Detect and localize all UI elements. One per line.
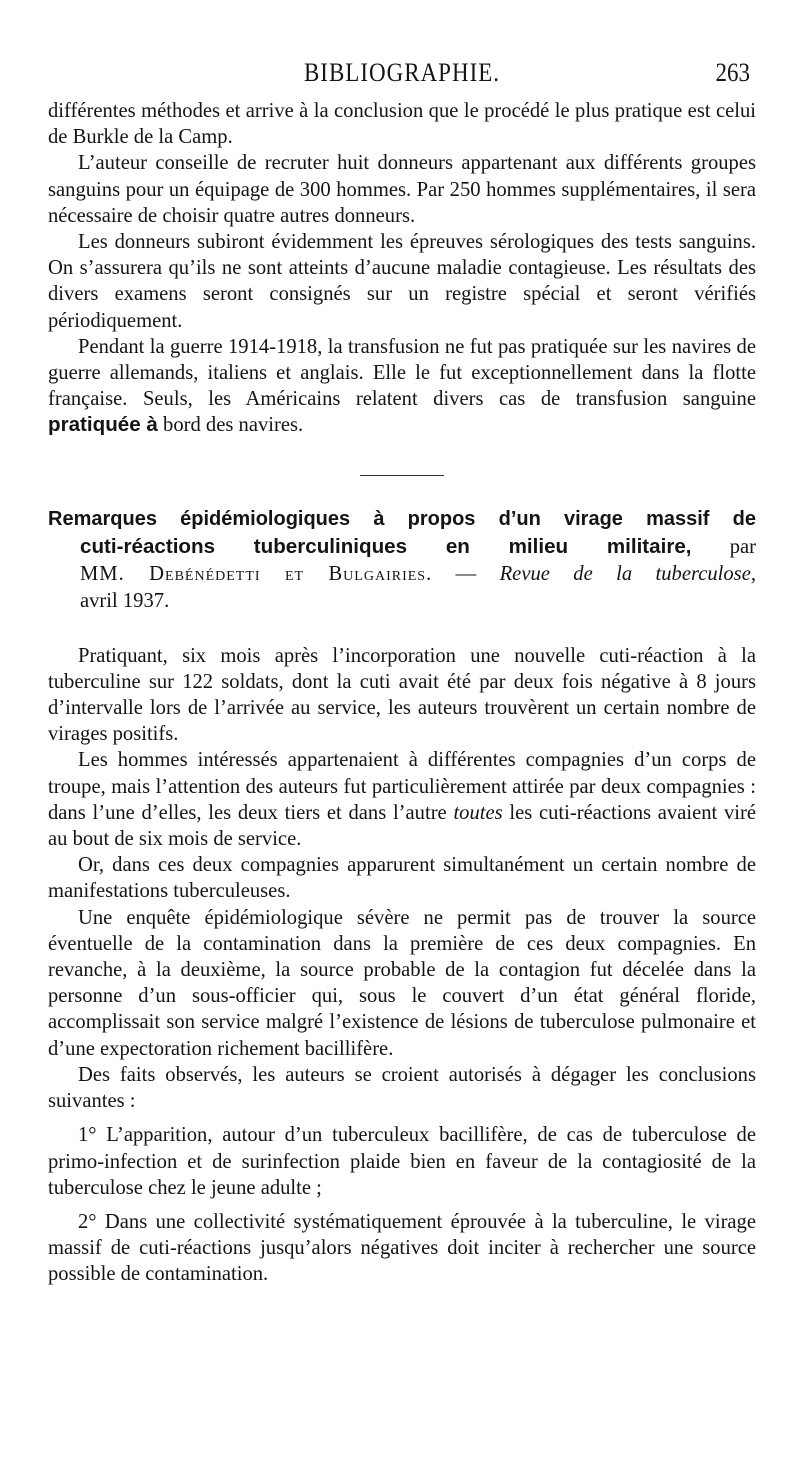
article-title-line-1: Remarques épidémiologiques à propos d’un virage massif de [48, 507, 756, 530]
section-divider [360, 475, 444, 476]
companies-text-end: les cuti-réactions avaient viré au bout de six mois de service. [48, 801, 757, 851]
article-paragraph-5: Des faits observés, les auteurs se croient autorisés à dégager les conclusions suivantes : [48, 1063, 756, 1113]
article-heading [48, 506, 756, 615]
page-number: 263 [715, 58, 750, 87]
wartime-text-start: Pendant la guerre 1914-1918, la transfusion ne fut pas pratiquée sur les navires de guerre allemands, italiens et anglais. Elle le fut exceptionnellement dans la flotte française. Seuls, les Américains relatent divers cas de transfusion sanguine [48, 335, 756, 411]
running-header [48, 58, 756, 98]
conclusion-1: 1° L’apparition, autour d’un tuberculeux bacillifère, de cas de tuberculose de primo-infection et de surinfection plaide bien en faveur de la contagiosité de la tuberculose chez le jeune adulte ; [48, 1124, 756, 1199]
conclusion-2: 2° Dans une collectivité systématiquement éprouvée à la tuberculine, le virage massif de cuti-réactions jusqu’alors négatives doit inciter à rechercher une source possible de contamination. [48, 1210, 756, 1286]
wartime-transfusion-paragraph [48, 334, 756, 439]
article-paragraph-4: Une enquête épidémiologique sévère ne permit pas de trouver la source éventuelle de la contamination dans la première de ces deux compagnies. En revanche, à la deuxième, la source probable de la contagion fut décelée dans la personne d’un sous-officier qui, sous le couvert d’un état général floride, accomplissait son service malgré l’existence de lésions de tuberculose pulmonaire et d’une expectoration richement bacillifère. [48, 906, 756, 1060]
article-byline [48, 533, 756, 561]
by-word: par [691, 535, 756, 558]
authors-line [48, 561, 756, 588]
donor-recruitment-paragraph: L’auteur conseille de recruter huit donneurs appartenant aux différents groupes sanguins pour un équipage de 300 hommes. Par 250 hommes supplémentaires, il sera nécessaire de choisir quatre autres donneurs. [48, 152, 756, 227]
byline-dash: — [432, 562, 500, 585]
continued-paragraph: différentes méthodes et arrive à la conclusion que le procédé le plus pratique est celui de Burkle de la Camp. [48, 100, 756, 149]
article-paragraph-2 [48, 747, 756, 852]
article-paragraph-3: Or, dans ces deux compagnies apparurent simultanément un certain nombre de manifestations tuberculeuses. [48, 854, 756, 903]
book-page [48, 58, 756, 1288]
article-paragraph-1: Pratiquant, six mois après l’incorporation une nouvelle cuti-réaction à la tuberculine sur 122 soldats, dont la cuti avait été par deux fois négative à 8 jours d’intervalle lors de l’arrivée au service, les auteurs trouvèrent un certain nombre de virages positifs. [48, 644, 756, 746]
companies-text-start: Les hommes intéressés appartenaient à différentes compagnies d’un corps de troupe, mais l’attention des auteurs fut particulièrement attirée par deux compagnies : dans l’une d’elles, les deux tiers et dans l’autre [48, 749, 756, 824]
serology-paragraph: Les donneurs subiront évidemment les épreuves sérologiques des tests sanguins. On s’assurera qu’ils ne sont atteints d’aucune maladie contagieuse. Les résultats des divers examens seront consignés sur un registre spécial et seront vérifiés périodiquement. [48, 231, 756, 332]
wartime-bold-text: pratiquée à [48, 413, 158, 437]
article-title-line-2: cuti-réactions tuberculiniques en milieu militaire, [80, 534, 692, 558]
journal-name: Revue de la tuberculose, [499, 562, 756, 585]
running-title: BIBLIOGRAPHIE. [303, 58, 501, 87]
publication-date: avril 1937. [80, 589, 170, 612]
companies-italic-word: toutes [453, 801, 503, 824]
wartime-text-end: bord des navires. [157, 414, 304, 437]
authors: MM. Debénédetti et Bulgairies. [80, 562, 433, 585]
